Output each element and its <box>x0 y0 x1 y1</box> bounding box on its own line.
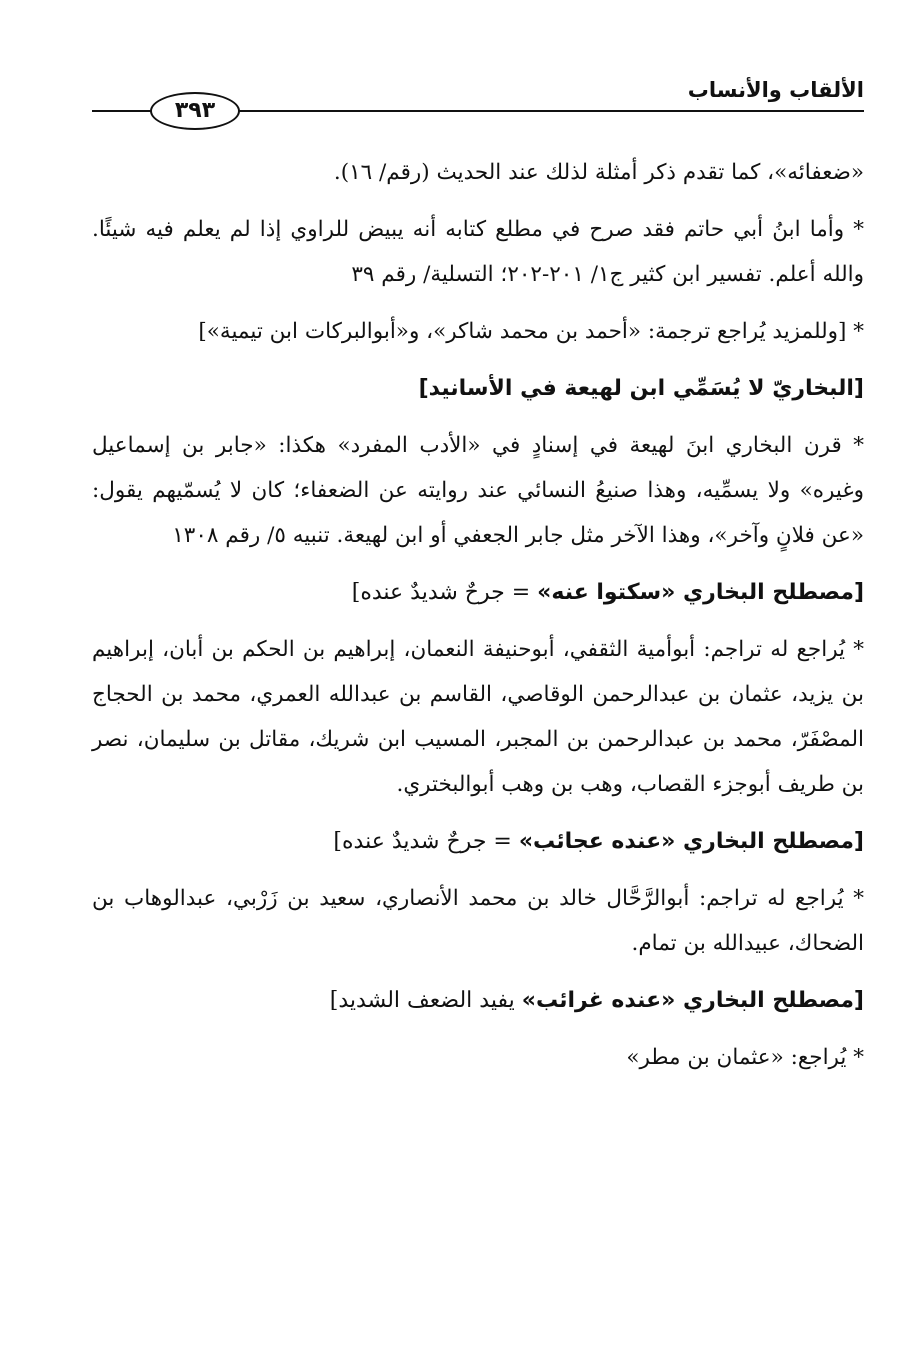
section-heading <box>92 570 864 615</box>
heading-plain-part: = جرحٌ شديدٌ عنده] <box>333 829 519 854</box>
paragraph: * يُراجع له تراجم: أبوالرَّحَّال خالد بن محمد الأنصاري، سعيد بن زَرْبي، عبدالوهاب بن الضحاك، عبيدالله بن تمام. <box>92 886 864 956</box>
heading-plain-part: يفيد الضعف الشديد] <box>329 988 522 1013</box>
page-number-badge: ٣٩٣ <box>150 92 240 130</box>
page-header <box>92 70 864 130</box>
paragraph: * يُراجع: «عثمان بن مطر» <box>626 1045 864 1070</box>
heading-plain-part: = جرحٌ شديدٌ عنده] <box>351 580 538 605</box>
body-text <box>92 150 864 1092</box>
section-heading: [البخاريّ لا يُسَمِّي ابن لهيعة في الأسانيد] <box>418 376 864 401</box>
paragraph: «ضعفائه»، كما تقدم ذكر أمثلة لذلك عند الحديث (رقم/ ١٦). <box>333 160 864 185</box>
paragraph: * يُراجع له تراجم: أبوأمية الثقفي، أبوحنيفة النعمان، إبراهيم بن الحكم بن أبان، إبراهيم بن يزيد، عثمان بن عبدالرحمن الوقاصي، القاسم بن عبدالله العمري، محمد بن الحجاج المصْفَرّ، محمد بن عبدالرحمن بن المجبر، المسيب ابن شريك، مقاتل بن سليمان، نصر بن طريف أبوجزء القصاب، وهب بن وهب أبوالبختري. <box>92 637 864 797</box>
paragraph: * وأما ابنُ أبي حاتم فقد صرح في مطلع كتابه أنه يبيض للراوي إذا لم يعلم فيه شيئًا. والله أعلم. تفسير ابن كثير ج١/ ٢٠١-٢٠٢؛ التسلية/ رقم ٣٩ <box>92 217 864 287</box>
heading-bold-part: [مصطلح البخاري «عنده عجائب» <box>518 829 864 854</box>
heading-bold-part: [مصطلح البخاري «سكتوا عنه» <box>537 580 864 605</box>
paragraph: * [وللمزيد يُراجع ترجمة: «أحمد بن محمد شاكر»، و«أبوالبركات ابن تيمية»] <box>198 319 864 344</box>
running-title: الألقاب والأنساب <box>687 78 864 102</box>
section-heading <box>92 978 864 1023</box>
section-heading <box>92 819 864 864</box>
paragraph: * قرن البخاري ابنَ لهيعة في إسنادٍ في «الأدب المفرد» هكذا: «جابر بن إسماعيل وغيره» ولا يسمِّيه، وهذا صنيعُ النسائي عند روايته عن الضعفاء؛ كان لا يُسمّيهم يقول: «عن فلانٍ وآخر»، وهذا الآخر مثل جابر الجعفي أو ابن لهيعة. تنبيه ٥/ رقم ١٣٠٨ <box>92 433 864 548</box>
heading-bold-part: [مصطلح البخاري «عنده غرائب» <box>521 988 864 1013</box>
